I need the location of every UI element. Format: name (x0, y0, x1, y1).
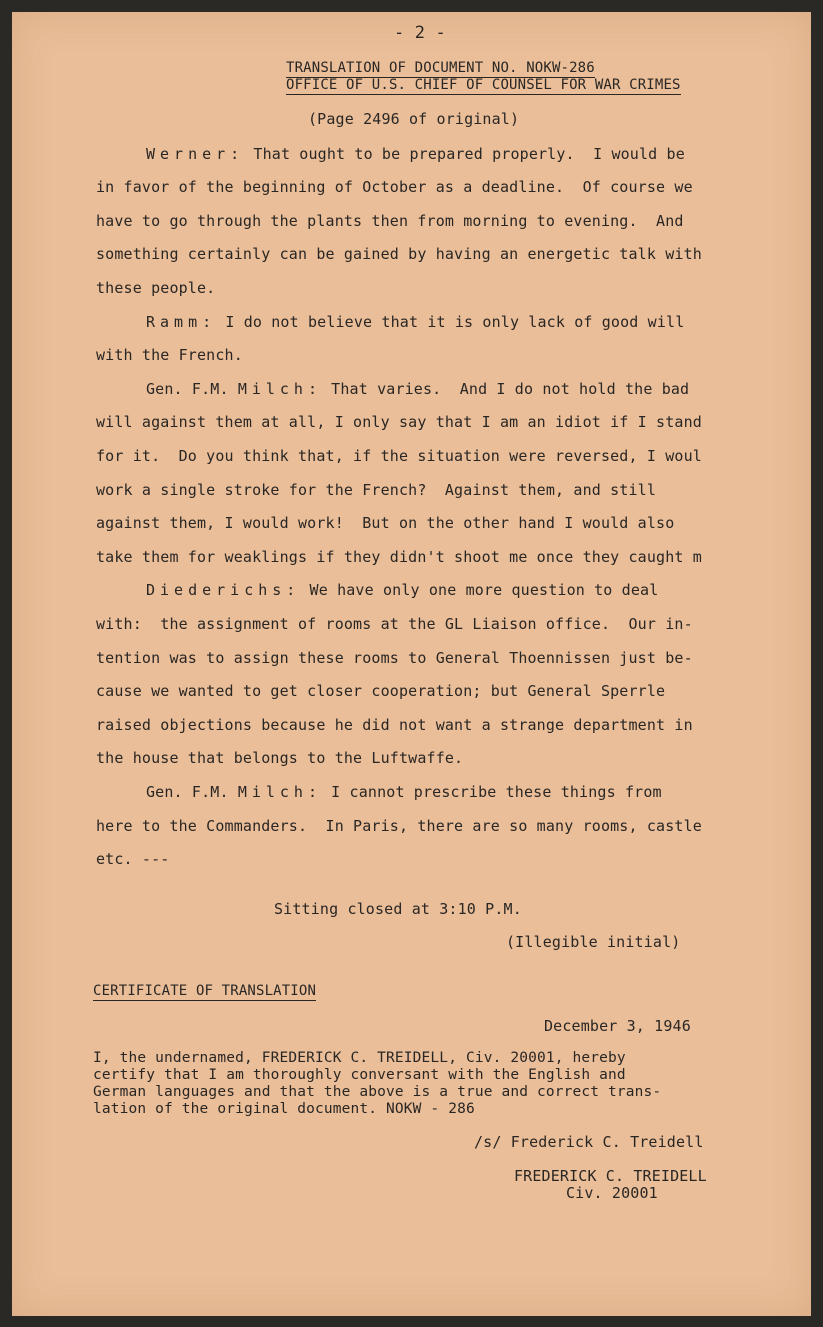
paragraph-line: these people. (96, 279, 216, 297)
office-title: OFFICE OF U.S. CHIEF OF COUNSEL FOR WAR CRIMES (286, 77, 681, 93)
paragraph-text: I cannot prescribe these things from (322, 783, 662, 801)
certificate-text: lation of the original document. NOKW - 286 (93, 1101, 475, 1117)
certificate-text: certify that I am thoroughly conversant with the English and (93, 1067, 626, 1083)
certificate-text: I, the undernamed, FREDERICK C. TREIDELL, Civ. 20001, hereby (93, 1050, 626, 1066)
paragraph-line: with the French. (96, 346, 243, 364)
speaker-name: Milch: (237, 783, 322, 801)
certificate-heading: CERTIFICATE OF TRANSLATION (93, 983, 317, 999)
paragraph-line: in favor of the beginning of October as a deadline. Of course we (96, 178, 693, 196)
paragraph-line: take them for weaklings if they didn't shoot me once they caught m (96, 548, 702, 566)
paragraph-line: raised objections because he did not want a strange department in (96, 716, 693, 734)
translator-id: Civ. 20001 (566, 1184, 658, 1202)
page-number: - 2 - (394, 23, 446, 43)
paragraph-line (146, 380, 689, 398)
paragraph-text: That ought to be prepared properly. I would be (244, 145, 685, 163)
paragraph-text: We have only one more question to deal (300, 581, 659, 599)
paragraph-text: I do not believe that it is only lack of good will (216, 313, 685, 331)
speaker-name: Diederichs: (146, 581, 301, 599)
speaker-name: Ramm: (146, 313, 217, 331)
paragraph-line: etc. --- (96, 850, 170, 868)
translator-name: FREDERICK C. TREIDELL (514, 1167, 707, 1185)
certificate-text: German languages and that the above is a true and correct trans- (93, 1084, 662, 1100)
speaker-name: Werner: (146, 145, 245, 163)
paragraph-line: against them, I would work! But on the other hand I would also (96, 514, 675, 532)
illegible-initial: (Illegible initial) (506, 933, 681, 951)
speaker-title: Gen. F.M. (146, 380, 238, 398)
paragraph-line (146, 783, 662, 801)
paragraph-line: cause we wanted to get closer cooperation; but General Sperrle (96, 682, 666, 700)
paragraph-line (146, 313, 684, 331)
paragraph-line: with: the assignment of rooms at the GL Liaison office. Our in- (96, 615, 693, 633)
paragraph-line: tention was to assign these rooms to General Thoennissen just be- (96, 649, 693, 667)
paragraph-line: will against them at all, I only say that I am an idiot if I stand (96, 413, 702, 431)
paragraph-line (146, 145, 685, 163)
paragraph-line: something certainly can be gained by having an energetic talk with (96, 245, 702, 263)
paragraph-line: the house that belongs to the Luftwaffe. (96, 749, 464, 767)
certificate-date: December 3, 1946 (544, 1017, 691, 1035)
paragraph-line: for it. Do you think that, if the situation were reversed, I woul (96, 447, 702, 465)
signature-line: /s/ Frederick C. Treidell (474, 1133, 704, 1151)
speaker-title: Gen. F.M. (146, 783, 238, 801)
paragraph-line: have to go through the plants then from morning to evening. And (96, 212, 684, 230)
session-closing: Sitting closed at 3:10 P.M. (274, 900, 522, 918)
original-page-reference: (Page 2496 of original) (308, 110, 520, 128)
paragraph-text: That varies. And I do not hold the bad (322, 380, 690, 398)
paragraph-line: here to the Commanders. In Paris, there are so many rooms, castle (96, 817, 702, 835)
document-title: TRANSLATION OF DOCUMENT NO. NOKW-286 (286, 60, 595, 76)
speaker-name: Milch: (237, 380, 322, 398)
paragraph-line: work a single stroke for the French? Against them, and still (96, 481, 657, 499)
paragraph-line (146, 581, 658, 599)
